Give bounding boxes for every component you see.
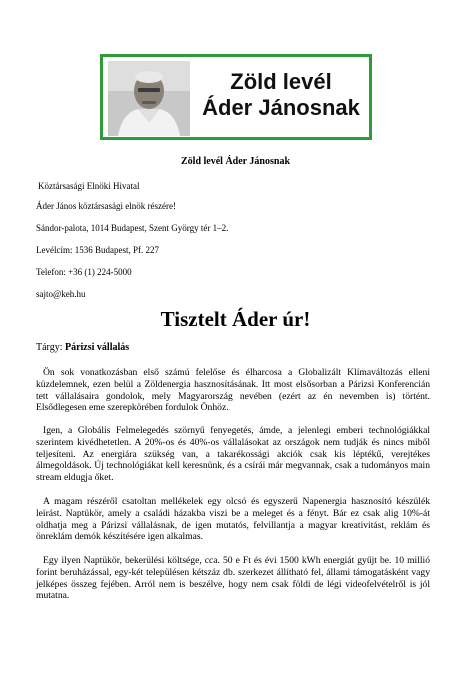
portrait-photo: [108, 61, 190, 136]
recipient-email: sajto@keh.hu: [36, 289, 86, 299]
subject-value: Párizsi vállalás: [64, 342, 130, 353]
salutation-heading: Tisztelt Áder úr!: [160, 307, 311, 331]
paragraph-1: Ön sok vonatkozásban első számú felelőse és élharcosa a Globalizált Klímaváltozás elleni küzdelemnek, ezen belül a Zöldenergia hasznosításának. Itt most elsősorban a Párizsi Konferencián tett vállalásaira gondolok, mely Magyarország nevében (ezért az én nevemben is) történt. Elsődlegesen eme szerepkörében fordulok Önhöz.: [36, 367, 430, 414]
recipient-office: Köztársasági Elnöki Hivatal: [38, 181, 140, 191]
recipient-address: Sándor-palota, 1014 Budapest, Szent György tér 1–2.: [36, 223, 229, 233]
subject-line: [36, 342, 129, 353]
paragraph-3: A magam részéről csatoltan mellékelek egy olcsó és egyszerű Napenergia hasznosító készülék leírást. Naptükör, amely a családi házakba viszi be a meleget és a fényt. Bár ez csak alig 10%-át oldhatja meg a Párizsi vállalásnak, de igen mutatós, felvillantja a magyar kreativitást, reklám és önreklám demók készítésére igen alkalmas.: [36, 496, 430, 543]
banner-title-line2: Áder Jánosnak: [202, 95, 360, 120]
banner-title: [193, 69, 369, 121]
paragraph-4: Egy ilyen Naptükör, bekerülési költsége, cca. 50 e Ft és évi 1500 kWh energiát gyűjt be. 10 millió forint beruházással, egy-két településen kétszáz db. szerkezet állítható fel, állami támogatásként vagy jelképes összeg fejében. Arról nem is beszélve, hogy nem csak földi de légi videofelvételről is jól mutatna.: [36, 555, 430, 602]
paragraph-2: Igen, a Globális Felmelegedés szörnyű fenyegetés, ámde, a jelenlegi emberi technológiákkal szerintem kivédhetetlen. A 20%-os és 40%-os vállalásokat az országok nem tudják és nincs miből teljesíteni. Az energiára szükség van, a takarékossági akciók csak kis léptékű, verejtékes álmegoldások. Új technológiákat kell keresnünk, és a csírái már megvannak, csak a tudományos main stream eldugja őket.: [36, 425, 430, 484]
recipient-phone: Telefon: +36 (1) 224-5000: [36, 267, 132, 277]
banner-title-line1: Zöld levél: [230, 69, 332, 94]
portrait-image-icon: [108, 61, 190, 136]
recipient-postal: Levélcím: 1536 Budapest, Pf. 227: [36, 245, 159, 255]
subject-label: Tárgy:: [36, 342, 63, 353]
header-banner: [100, 54, 372, 140]
document-title: Zöld levél Áder Jánosnak: [181, 156, 290, 167]
recipient-addressee: Áder János köztársasági elnök részére!: [36, 201, 176, 211]
